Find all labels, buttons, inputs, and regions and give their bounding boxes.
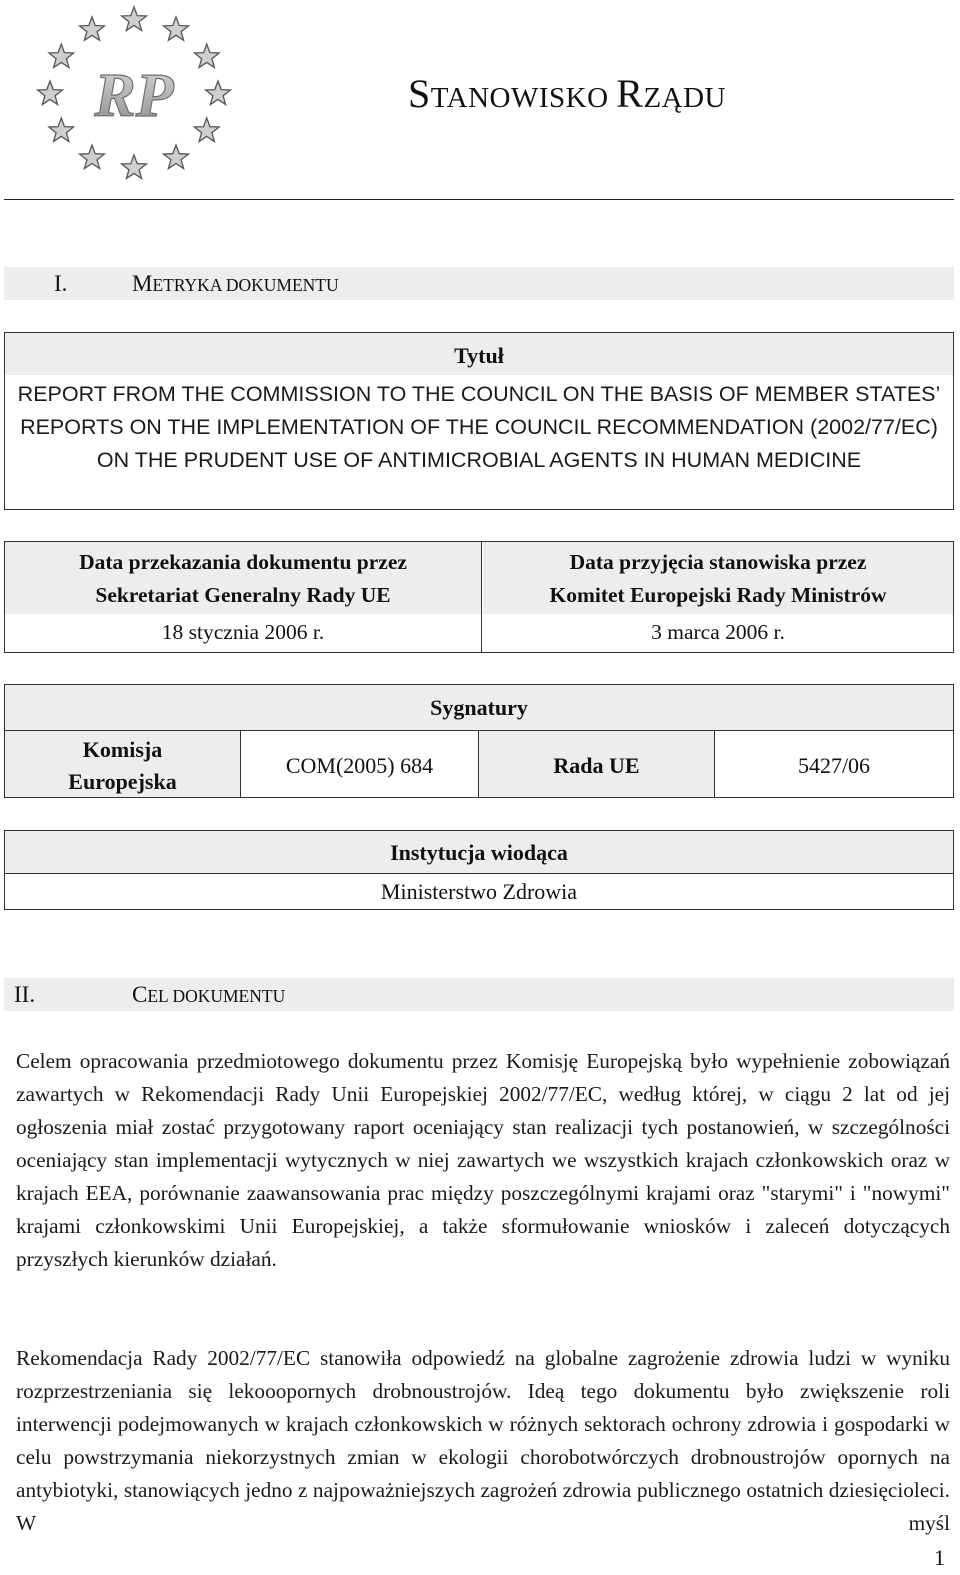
star-icon [49,44,74,68]
star-icon [80,17,105,41]
leading-institution-value: Ministerstwo Zdrowia [380,879,578,904]
star-icon [194,44,219,68]
transfer-date-header: Data przekazania dokumentu przez Sekretariat Generalny Rady UE [5,542,481,614]
adoption-date-value: 3 marca 2006 r. [651,620,785,644]
leading-institution-header: Instytucja wiodąca [5,831,953,874]
star-icon [122,155,147,179]
signatures-row [4,730,954,798]
star-icon [49,118,74,142]
section-label: METRYKA DOKUMENTU [132,271,339,296]
section-heading-metryka [4,267,954,300]
logo-monogram: RP [94,62,174,130]
signature-ref-council: 5427/06 [797,753,871,778]
adoption-date-header: Data przyjęcia stanowiska przez Komitet Europejski Rady Ministrów [483,542,953,614]
signatures-heading: Sygnatury [430,695,528,720]
signature-ref-commission: COM(2005) 684 [241,731,479,797]
column-divider [481,542,482,652]
paragraph-purpose: Celem opracowania przedmiotowego dokumentu przez Komisję Europejską było wypełnienie zobowiązań zawartych w Rekomendacji Rady Unii Europejskiej 2002/77/EC, według której, w ciągu 2 lat od jej ogłoszenia miał zostać przygotowany raport oceniający stan realizacji tych postanowień, w szczególności oceniający stan implementacji wytycznych w niej zawartych we wszystkich krajach członkowskich oraz w krajach EEA, porównanie zaawansowania prac między poszczególnymi krajami oraz "starymi" i "nowymi" krajami członkowskimi Unii Europejskiej, a także sformułowanie wniosków i zaleceń dotyczących przyszłych kierunków działań. [16,1049,950,1271]
section-label: CEL DOKUMENTU [132,982,286,1007]
government-logo [30,4,238,184]
document-heading: STANOWISKO RZĄDU [408,71,726,116]
leading-institution-box [4,830,954,910]
dates-table [4,541,954,653]
document-title-text: REPORT FROM THE COMMISSION TO THE COUNCIL ON THE BASIS OF MEMBER STATES’ REPORTS ON THE IMPLEMENTATION OF THE COUNCIL RECOMMENDATION (2002/77/EC) ON THE PRUDENT USE OF ANTIMICROBIAL AGENTS IN HUMAN MEDICINE [17,382,941,472]
paragraph-recommendation: Rekomendacja Rady 2002/77/EC stanowiła odpowiedź na globalne zagrożenie zdrowia ludzi w wyniku rozprzestrzeniania się lekooopornych drobnoustrojów. Ideą tego dokumentu było zwiększenie roli interwencji podejmowanych w krajach członkowskich w różnych sektorach ochrony zdrowia i gospodarki w celu powstrzymania niekorzystnych zmian w ekologii chorobotwórczych drobnoustrojów opornych na antybiotyki, stanowiących jedno z najpoważniejszych zagrożeń zdrowia publicznego ostatnich dziesięcioleci. W myśl [16,1346,950,1535]
signature-org-council: Rada UE [479,731,715,797]
section-number: I. [54,271,68,296]
page-number: 1 [934,1545,945,1570]
transfer-date-value: 18 stycznia 2006 r. [161,620,325,644]
signatures-header [4,684,954,731]
logo-stars-ring [30,4,238,184]
signature-org-commission: Komisja Europejska [5,731,241,797]
star-icon [164,145,189,169]
star-icon [164,17,189,41]
star-icon [38,81,63,105]
title-box-header [5,333,953,375]
section-number: II. [14,982,36,1007]
star-icon [122,7,147,31]
title-heading: Tytuł [454,343,504,368]
title-box [4,332,954,510]
star-icon [206,81,231,105]
star-icon [80,145,105,169]
section-heading-cel [4,978,954,1011]
star-icon [194,118,219,142]
header-divider [4,199,954,200]
